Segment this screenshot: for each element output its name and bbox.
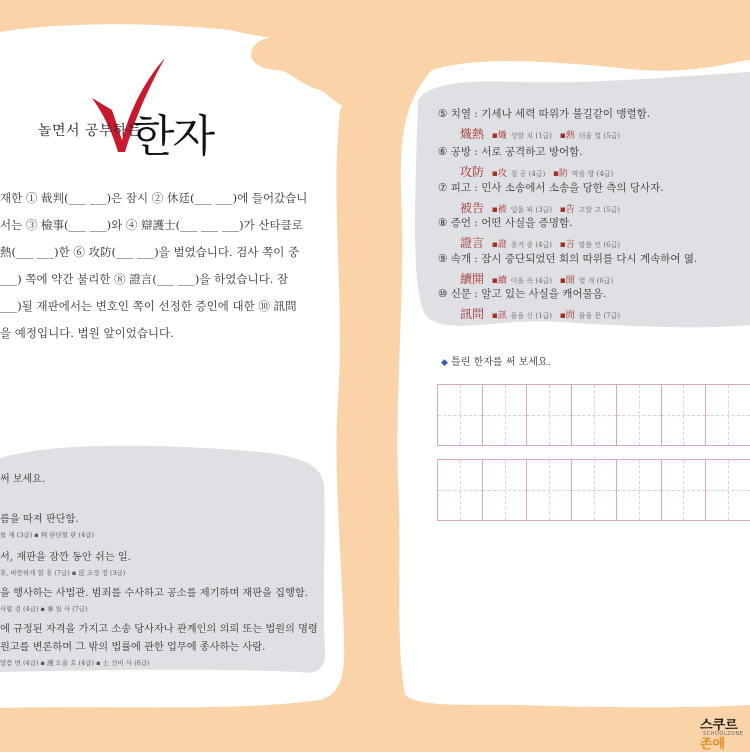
writing-grid-row-1[interactable] [437,384,750,446]
definition-row: ⑦ 피고 : 민사 소송에서 소송을 당한 측의 당사자. [438,182,664,194]
writing-cell[interactable] [438,385,483,445]
definition-line: 름을 따져 판단함. [0,514,79,525]
hanja-row: 證言 ▪證 증거 증 (4급) ▪言 말씀 언 (6급) [460,236,621,250]
publisher-logo-subtext: SCHOOLZONE [703,731,744,737]
hanja-row: 被告 ▪被 입을 피 (3급) ▪告 고할 고 (5급) [460,201,621,215]
page-title: 한자 [132,111,214,162]
definition-row: ⑨ 속개 : 잠시 중단되었던 회의 따위를 다시 계속하여 엶. [438,253,698,265]
writing-cell[interactable] [662,460,707,520]
hanja-row: 熾熱 ▪熾 성할 치 (1급) ▪熱 더울 열 (5급) [460,127,621,141]
writing-cell[interactable] [706,385,750,445]
writing-cell[interactable] [483,385,528,445]
writing-cell[interactable] [438,460,483,520]
title-subtitle: 놀면서 공부하는 [38,123,142,139]
definition-row: ⑧ 증언 : 어떤 사실을 증명함. [438,217,573,229]
story-line: 熱(___ ___)한 ⑥ 攻防(___ ___)을 벌였습니다. 검사 쪽이 중 [0,245,300,259]
hanja-row: 攻防 ▪攻 칠 공 (4급) ▪防 막을 방 (4급) [460,165,614,179]
writing-cell[interactable] [662,385,707,445]
hanja-row: 訊問 ▪訊 물을 신 (1급) ▪問 물을 문 (7급) [460,307,621,321]
writing-cell[interactable] [617,460,662,520]
hanja-gloss-line: 휴, 바뜻하게 할 휴 (7급) ▪ 廷 조정 정 (3급) [0,569,126,577]
writing-cell[interactable] [706,460,750,520]
definition-row: ⑩ 신문 : 알고 있는 사실을 캐어물음. [438,288,607,300]
story-line: 재한 ① 裁判(___ ___)은 잠시 ② 休廷(___ ___)에 들어갔습니 [0,191,308,205]
left-section-label: 써 보세요. [0,474,45,485]
writing-cell[interactable] [483,460,528,520]
definition-row: ⑤ 치열 : 기세나 세력 따위가 불길같이 맹렬함. [438,108,651,120]
definition-line: 원고를 변론하며 그 밖의 법률에 관한 업무에 종사하는 사람. [0,642,266,653]
writing-grid-row-2[interactable] [437,459,750,521]
hanja-row: 續開 ▪續 이을 속 (4급) ▪開 열 개 (6급) [460,272,614,286]
definition-line: 에 규정된 자격을 가지고 소송 당사자나 관계인의 의뢰 또는 법원의 명령 [0,624,318,635]
writing-cell[interactable] [527,385,572,445]
story-line: ___) 쪽에 약간 불리한 ⑧ 證言(___ ___)을 하였습니다. 잠 [0,272,289,286]
write-practice-label: ◆ 틀린 한자를 써 보세요. [441,357,551,368]
writing-cell[interactable] [572,460,617,520]
hanja-gloss-line: 말씀 변 (4급) ▪ 護 도울 호 (4급) ▪ 士 선비 사 (6급) [0,659,150,667]
writing-cell[interactable] [617,385,662,445]
story-line: 을 예정입니다. 법원 앞이었습니다. [0,326,174,340]
publisher-logo: 스쿠르존에 [700,718,738,752]
definition-row: ⑥ 공방 : 서로 공격하고 방어함. [438,146,583,158]
hanja-gloss-line: 를 재 (3급) ▪ 判 판단할 판 (4급) [0,531,95,539]
story-line: 서는 ③ 檢事(___ ___)와 ④ 辯護士(___ ___ ___)가 산타클로 [0,218,303,232]
story-line: ___)될 재판에서는 변호인 쪽이 선정한 증인에 대한 ⑩ 訊問 [0,299,297,313]
definition-line: 서, 재판을 잠깐 동안 쉬는 일. [0,552,131,563]
hanja-gloss-line: 사할 검 (4급) ▪ 事 일 사 (7급) [0,605,88,613]
diamond-bullet-icon: ◆ [441,358,448,368]
story-text [0,185,330,347]
writing-cell[interactable] [572,385,617,445]
writing-cell[interactable] [527,460,572,520]
definition-line: 을 행사하는 사법관. 범죄를 수사하고 공소를 제기하며 재판을 집행함. [0,588,308,599]
